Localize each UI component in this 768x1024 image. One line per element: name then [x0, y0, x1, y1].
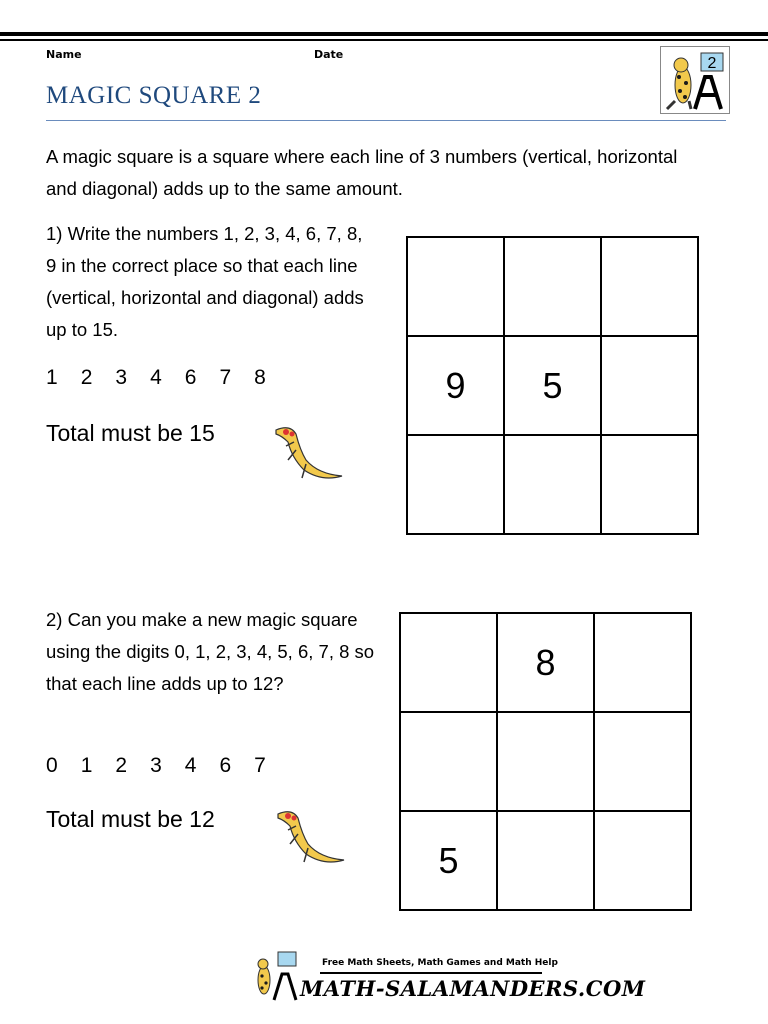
question1-text: 1) Write the numbers 1, 2, 3, 4, 6, 7, 8, 9 in the correct place so that each line (vertical, horizontal and diagonal) adds up to 15.: [46, 223, 364, 340]
grid-cell[interactable]: [497, 811, 594, 910]
digit: 4: [184, 754, 197, 777]
digit: 3: [115, 366, 128, 389]
grid-cell[interactable]: [407, 435, 504, 534]
date-label: Date: [314, 48, 344, 61]
logo-number: 2: [707, 55, 717, 72]
salamander-icon: [268, 804, 348, 873]
grid-cell[interactable]: [594, 712, 691, 811]
grid-cell[interactable]: [497, 712, 594, 811]
footer-tagline: Free Math Sheets, Math Games and Math Help: [322, 958, 558, 968]
magic-square-2: [399, 612, 692, 911]
question1-total: Total must be 15: [46, 420, 215, 446]
salamander-icon: [266, 420, 346, 489]
grid-cell[interactable]: [594, 613, 691, 712]
grid-cell[interactable]: [594, 811, 691, 910]
digit: 1: [80, 754, 93, 777]
page-title: MAGIC SQUARE 2: [46, 82, 262, 109]
title-rule: [46, 120, 726, 121]
magic-square-1: [406, 236, 699, 535]
digit: 6: [219, 754, 232, 777]
digit: 7: [219, 366, 232, 389]
intro-text: A magic square is a square where each line of 3 numbers (vertical, horizontal and diagonal) adds up to the same amount.: [46, 146, 678, 199]
header-rule-thick: [0, 32, 768, 36]
digit: 1: [46, 366, 58, 389]
name-label: Name: [46, 48, 82, 61]
grid-cell[interactable]: [400, 613, 497, 712]
grid-cell[interactable]: 8: [497, 613, 594, 712]
grid-cell[interactable]: [504, 237, 601, 336]
digit: 4: [150, 366, 162, 389]
grid-cell[interactable]: 5: [400, 811, 497, 910]
footer-logo: [250, 950, 300, 1007]
question2-text: 2) Can you make a new magic square using the digits 0, 1, 2, 3, 4, 5, 6, 7, 8 so that each line adds up to 12?: [46, 609, 375, 694]
question2-digits: [46, 754, 289, 778]
digit: 6: [184, 366, 197, 389]
digit: 2: [80, 366, 93, 389]
question1-digits: [46, 366, 289, 390]
header-rule-thin: [0, 39, 768, 41]
digit: 8: [254, 366, 266, 389]
grid-cell[interactable]: [407, 237, 504, 336]
grid-cell[interactable]: [601, 435, 698, 534]
grid-cell[interactable]: [504, 435, 601, 534]
digit: 3: [150, 754, 162, 777]
digit: 2: [115, 754, 128, 777]
salamander-logo: [660, 46, 730, 114]
grid-cell[interactable]: [400, 712, 497, 811]
footer-brand[interactable]: MATH-SALAMANDERS.COM: [300, 976, 646, 1001]
grid-cell[interactable]: 9: [407, 336, 504, 435]
grid-cell[interactable]: [601, 237, 698, 336]
grid-cell[interactable]: [601, 336, 698, 435]
digit: 0: [46, 754, 58, 777]
question2-total: Total must be 12: [46, 806, 215, 832]
digit: 7: [254, 754, 266, 777]
footer-rule: [320, 972, 542, 974]
grid-cell[interactable]: 5: [504, 336, 601, 435]
